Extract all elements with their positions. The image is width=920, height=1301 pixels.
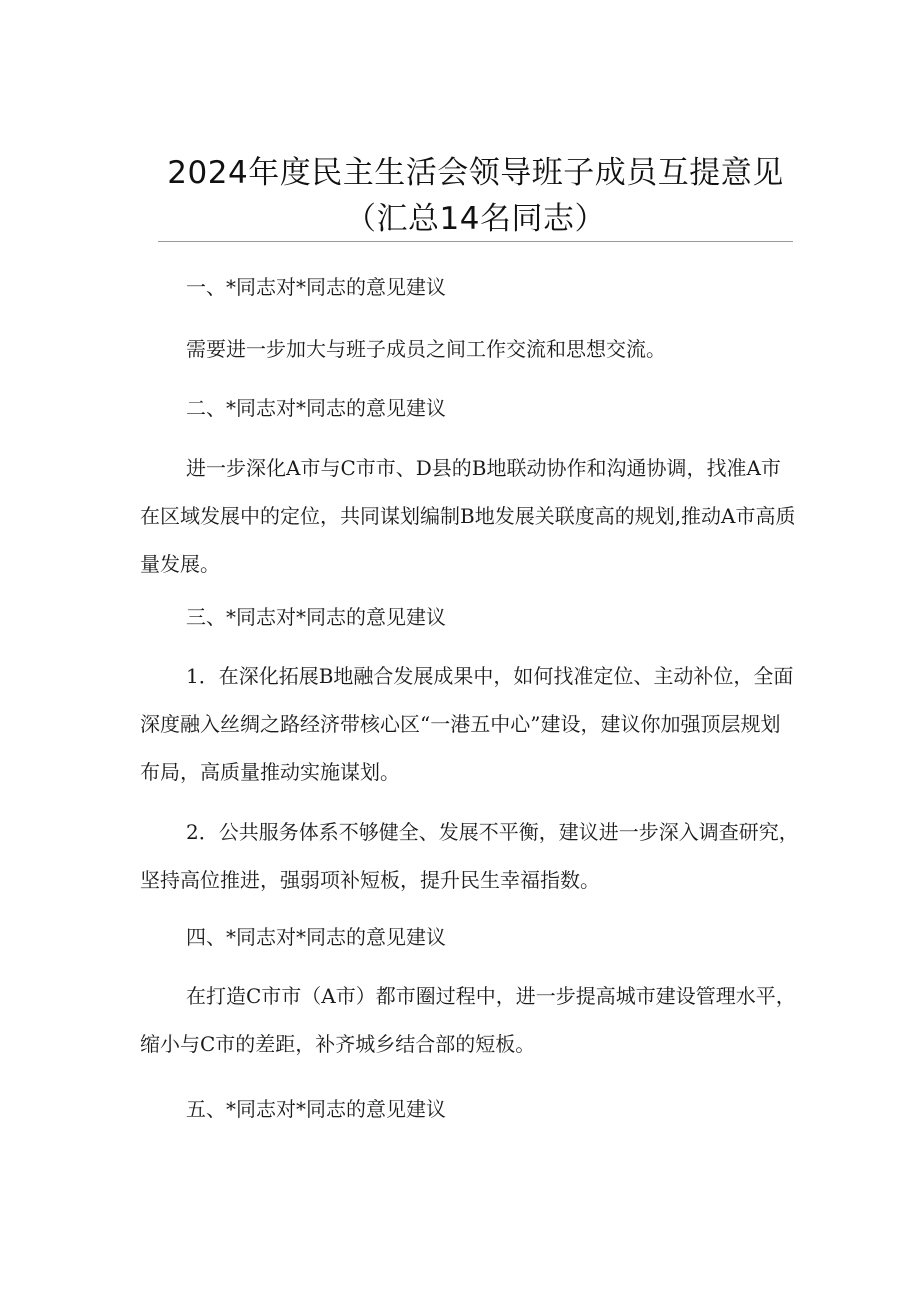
section-heading-5: 五、*同志对*同志的意见建议 — [186, 1097, 446, 1121]
section-1-paragraph-1: 需要进一步加大与班子成员之间工作交流和思想交流。 — [186, 337, 666, 361]
title-divider — [158, 241, 793, 242]
section-2-paragraph-1: 进一步深化A市与C市市、D县的B地联动协作和沟通协调，找准A市在区域发展中的定位，共同谋划编制B地发展关联度高的规划,推动A市高质量发展。 — [140, 456, 796, 576]
section-heading-1: 一、*同志对*同志的意见建议 — [186, 275, 446, 299]
document-title — [158, 150, 793, 242]
title-line-2: （汇总14名同志） — [345, 201, 606, 237]
section-3-paragraph-1: 1．在深化拓展B地融合发展成果中，如何找准定位、主动补位，全面深度融入丝绸之路经济带核心区“一港五中心”建设，建议你加强顶层规划布局，高质量推动实施谋划。 — [140, 664, 794, 784]
section-heading-3: 三、*同志对*同志的意见建议 — [186, 605, 446, 629]
section-3-paragraph-2: 2．公共服务体系不够健全、发展不平衡，建议进一步深入调查研究，坚持高位推进，强弱项补短板，提升民生幸福指数。 — [140, 820, 799, 892]
section-heading-2: 二、*同志对*同志的意见建议 — [186, 396, 446, 420]
section-4-paragraph-1: 在打造C市市（A市）都市圈过程中，进一步提高城市建设管理水平，缩小与C市的差距，补齐城乡结合部的短板。 — [140, 984, 796, 1056]
title-line-1: 2024年度民主生活会领导班子成员互提意见 — [167, 155, 784, 191]
section-heading-4: 四、*同志对*同志的意见建议 — [186, 925, 446, 949]
